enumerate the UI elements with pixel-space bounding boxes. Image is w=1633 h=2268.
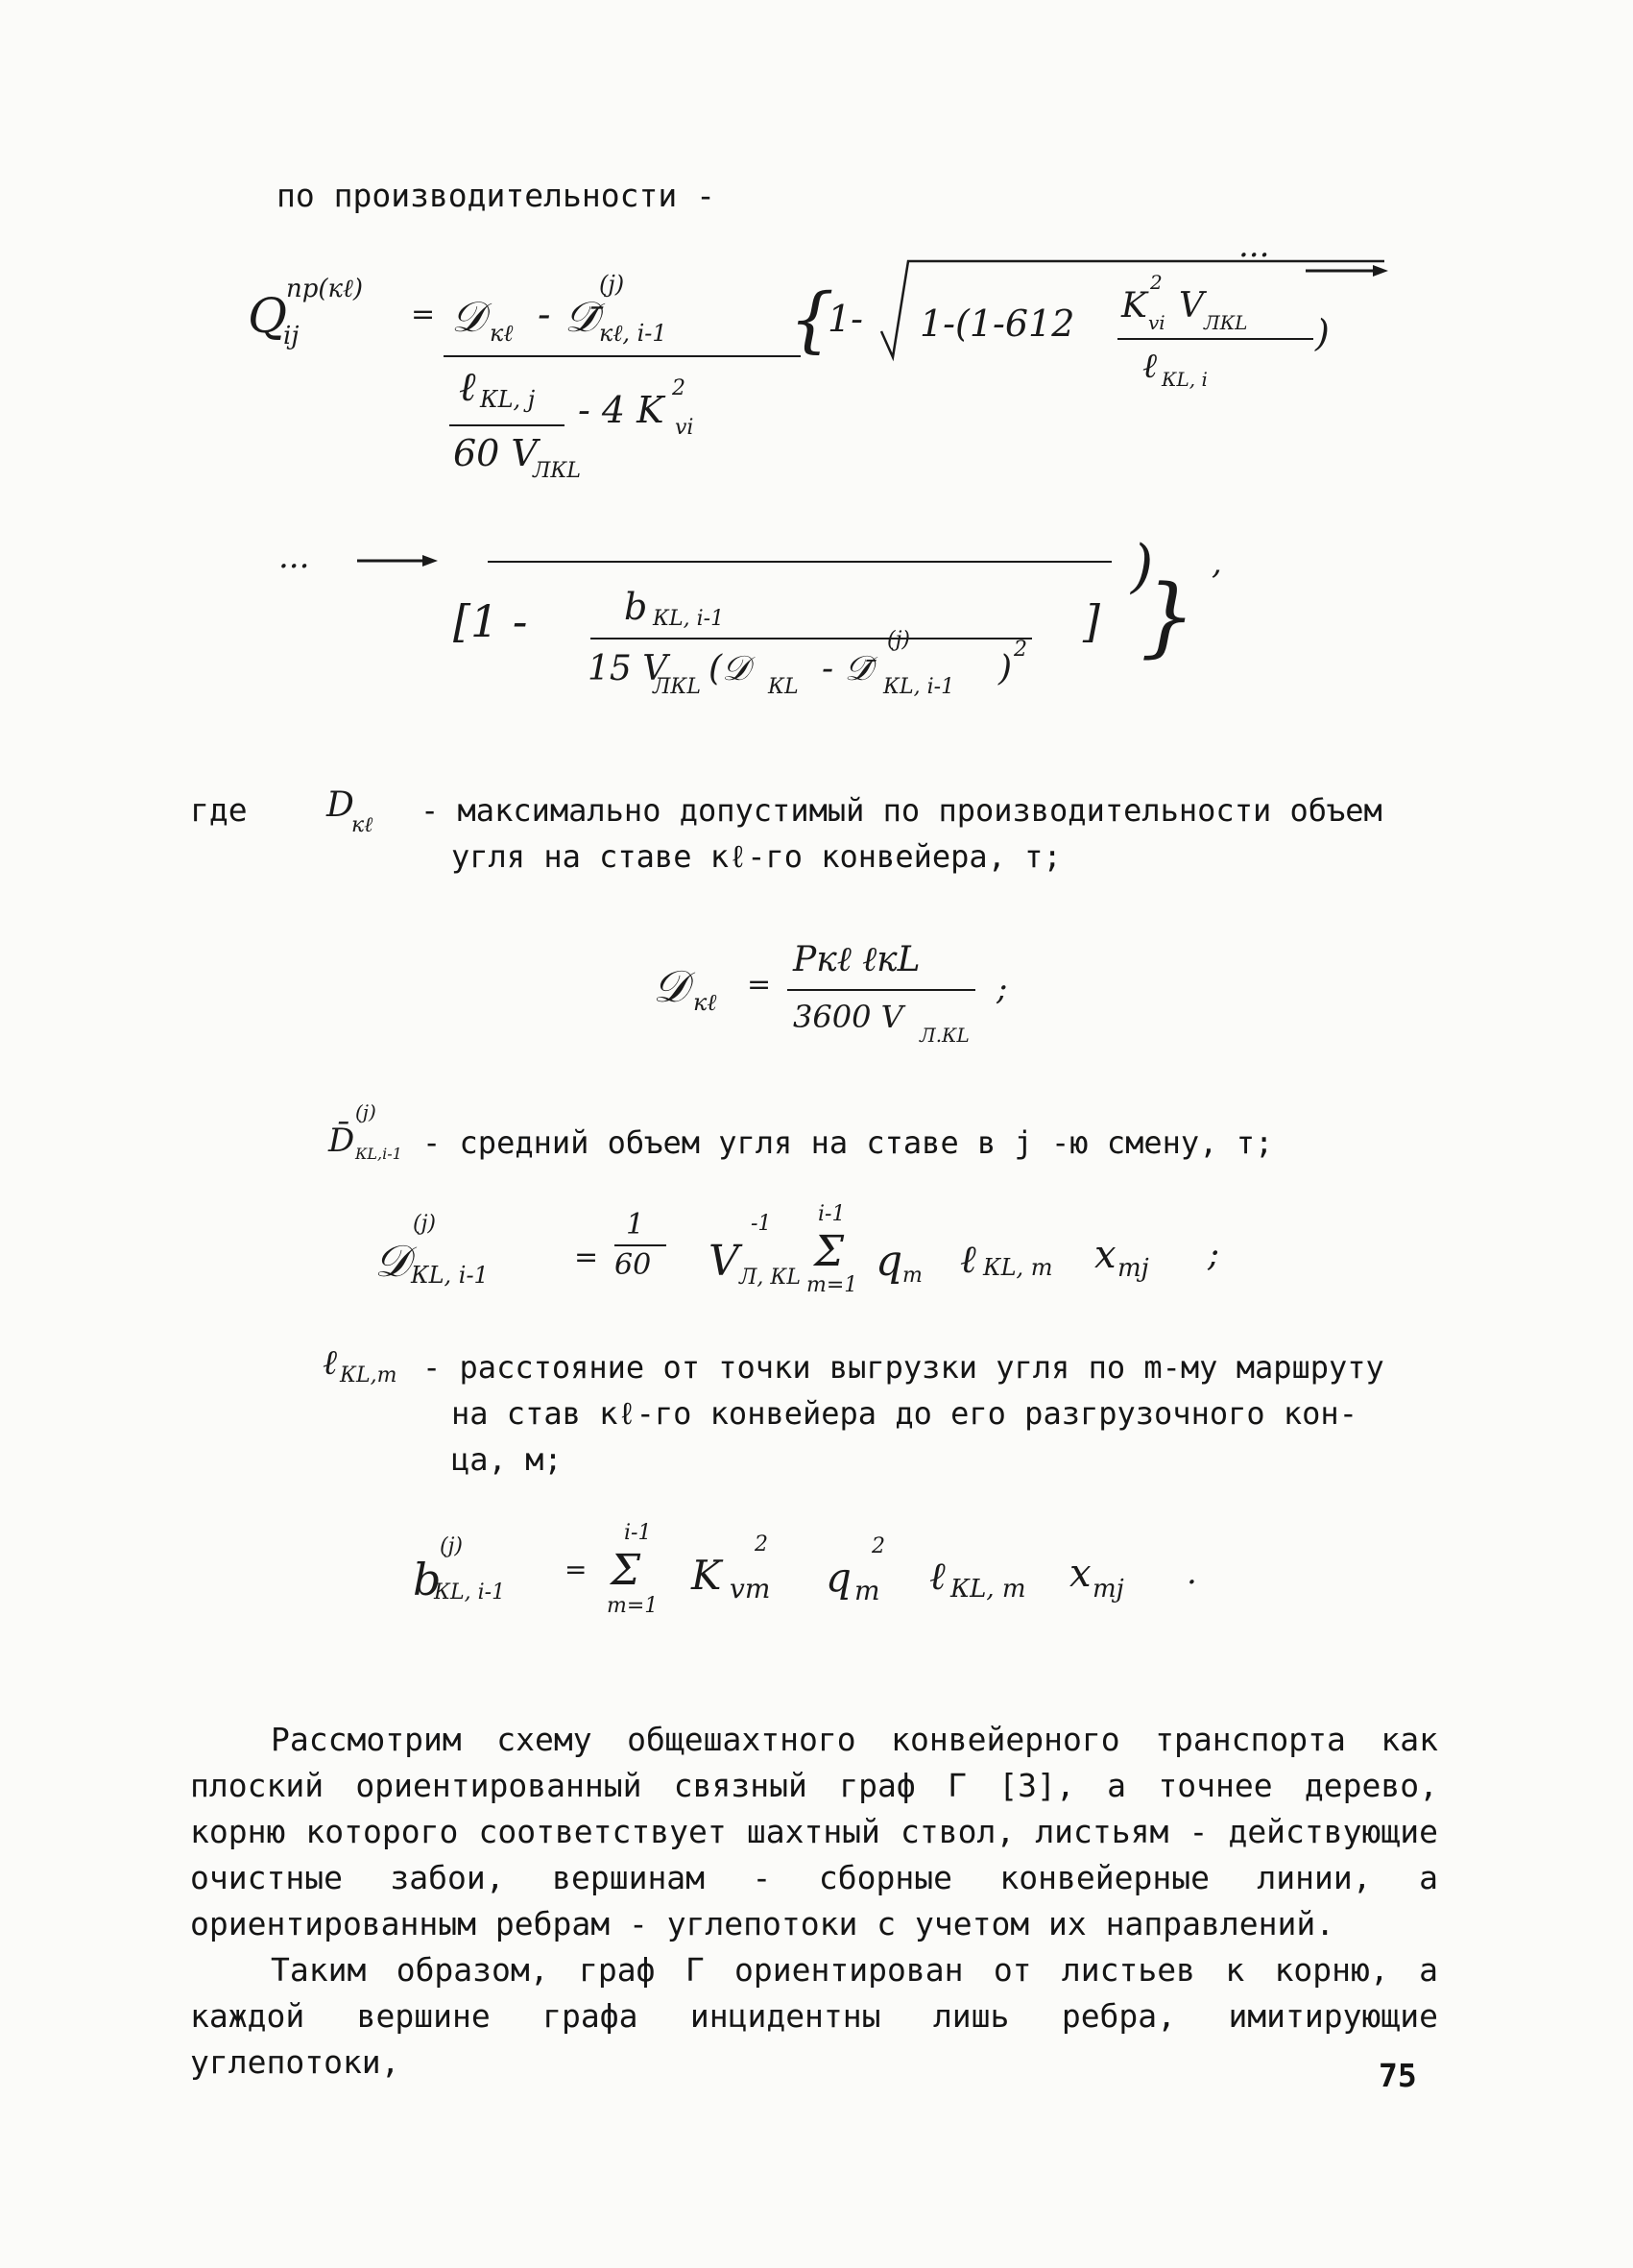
arrow-left-head-icon xyxy=(422,555,438,567)
b-x: x xyxy=(1069,1552,1092,1596)
q-close-paren: ) xyxy=(1315,312,1330,354)
page-number: 75 xyxy=(1379,2057,1417,2094)
dbar-v-sub: Л, КL xyxy=(739,1266,801,1290)
def2-symbol: D̄ xyxy=(328,1122,355,1160)
heading-text: по производительности - xyxy=(276,177,715,214)
d-end: ; xyxy=(997,970,1008,1008)
q-bfrac-den-paren-sub: КL xyxy=(768,675,799,699)
radical-sign xyxy=(881,261,1384,357)
b-sum: Σ xyxy=(611,1546,641,1595)
dbar-l-sub: КL, m xyxy=(983,1254,1053,1281)
q-lhs-sup: пр(кℓ) xyxy=(286,275,364,303)
d-fraction-bar xyxy=(787,989,975,991)
def3-symbol-sub: КL,m xyxy=(340,1363,397,1387)
dbar-x-sub: mj xyxy=(1117,1254,1149,1283)
q-num-a: 𝒟 xyxy=(451,293,486,342)
dbar-sum: Σ xyxy=(814,1227,845,1276)
b-q-sub: m xyxy=(854,1575,880,1606)
def3-text-c: ца, м; xyxy=(451,1441,563,1478)
arrow-top-head-icon xyxy=(1373,265,1388,277)
q-bracket-close: ] xyxy=(1083,595,1100,647)
d-lhs-sub: кℓ xyxy=(693,989,717,1016)
dbar-v-sup: -1 xyxy=(751,1212,772,1236)
q-brace-open: { xyxy=(789,278,835,361)
q-frac2-num-v-sub: ЛКL xyxy=(1204,311,1248,334)
q-num-b: 𝒟̄ xyxy=(564,293,599,342)
where-label: где xyxy=(190,791,248,829)
q-bfrac-den-minus-sub: КL, i-1 xyxy=(883,675,955,699)
q-den-rest-sub: vi xyxy=(675,416,694,440)
b-lhs: b xyxy=(413,1554,442,1605)
b-k-sub: vm xyxy=(730,1573,771,1604)
q-frac2-num-sup: 2 xyxy=(1150,271,1163,294)
q-den-top: ℓ xyxy=(459,363,476,410)
def3-text-b: на став кℓ-го конвейера до его разгрузочного кон- xyxy=(451,1395,1357,1432)
q-brace-close: } xyxy=(1141,567,1196,667)
dbar-end: ; xyxy=(1208,1235,1220,1274)
q-comma: , xyxy=(1212,543,1222,582)
def3-text-a: - расстояние от точки выгрузки угля по m-му маршруту xyxy=(422,1349,1384,1386)
q-dots-left: ... xyxy=(278,538,310,576)
b-k-sup: 2 xyxy=(755,1532,768,1556)
def1-text-b: угля на ставе кℓ-го конвейера, т; xyxy=(451,838,1062,875)
paragraph-2: Таким образом, граф Г ориентирован от листьев к корню, а каждой вершине графа инцидентны лишь ребра, имитирующие углепотоки, xyxy=(190,1951,1438,2081)
d-eq: = xyxy=(747,968,772,1001)
q-bfrac-den-close-sup: 2 xyxy=(1014,638,1027,662)
q-lhs-sub: ij xyxy=(283,322,300,350)
q-num-b-sub: кℓ, i-1 xyxy=(599,320,667,347)
q-frac2-den: ℓ xyxy=(1142,347,1157,386)
def1-symbol: D xyxy=(326,785,354,825)
b-lhs-sup: (j) xyxy=(440,1534,463,1558)
b-l: ℓ xyxy=(929,1555,946,1599)
b-q-sup: 2 xyxy=(872,1534,885,1558)
q-frac2-den-sub: КL, i xyxy=(1162,368,1208,391)
b-end: . xyxy=(1187,1554,1197,1592)
dbar-sum-top: i-1 xyxy=(818,1202,846,1226)
paragraph-1: Рассмотрим схему общешахтного конвейерного транспорта как плоский ориентированный связный граф Г [3], а точнее дерево, корню которого соответствует шахтный ствол, листьям - действующие очистные забои, вершинам - сборные конвейерные линии, а ориентированным ребрам - углепотоки с учетом их направлений. xyxy=(190,1721,1438,1942)
def3-symbol: ℓ xyxy=(323,1343,337,1383)
q-bfrac-num-sub: КL, i-1 xyxy=(653,607,725,631)
dbar-q: q xyxy=(876,1237,903,1286)
b-sum-top: i-1 xyxy=(624,1521,652,1545)
def2-symbol-sub: КL,i-1 xyxy=(355,1145,402,1163)
q-den-top-sub: КL, j xyxy=(480,386,536,413)
dbar-l: ℓ xyxy=(960,1238,976,1282)
b-l-sub: КL, m xyxy=(950,1575,1026,1604)
b-sum-bottom: m=1 xyxy=(607,1594,659,1618)
dbar-lhs-sub: КL, i-1 xyxy=(411,1262,489,1289)
dbar-v: V xyxy=(708,1237,739,1286)
q-bfrac-den-paren: (𝒟 xyxy=(708,649,750,688)
dbar-frac-den: 60 xyxy=(614,1248,652,1282)
q-bfrac-den: 15 V xyxy=(588,649,668,688)
dbar-x: x xyxy=(1094,1233,1117,1277)
q-frac2-num-v: V xyxy=(1179,286,1204,326)
q-num-b-sup: (j) xyxy=(599,271,625,298)
q-den-rest: - 4 K xyxy=(578,389,664,431)
q-bracket-open: [1 - xyxy=(453,595,528,647)
dbar-q-sub: m xyxy=(902,1264,923,1288)
dbar-lhs-sup: (j) xyxy=(413,1212,436,1236)
q-num-a-sub: кℓ xyxy=(490,320,514,347)
q-bfrac-num: b xyxy=(624,586,648,628)
q-den-rest-sup: 2 xyxy=(672,376,685,400)
q-bfrac-den-minus-sup: (j) xyxy=(887,628,910,652)
def1-symbol-sub: кℓ xyxy=(351,813,373,837)
q-root-prefix: 1- xyxy=(828,298,864,340)
dbar-eq: = xyxy=(574,1241,599,1274)
dbar-sum-bottom: m=1 xyxy=(806,1273,858,1297)
q-num-minus: - xyxy=(538,293,551,337)
def2-text: - средний объем угля на ставе в j -ю смену, т; xyxy=(422,1124,1274,1161)
b-q: q xyxy=(826,1554,852,1601)
d-den: 3600 V xyxy=(793,999,903,1035)
q-frac2-num: K xyxy=(1121,286,1147,326)
q-den-bottom: 60 V xyxy=(453,432,538,474)
b-x-sub: mj xyxy=(1093,1575,1124,1604)
b-eq: = xyxy=(564,1554,588,1585)
q-bfrac-den-minus: - 𝒟̄ xyxy=(822,649,873,688)
d-den-sub: Л.КL xyxy=(920,1024,970,1047)
q-bfrac-den-sub: ЛКL xyxy=(653,675,701,699)
q-bfrac-den-close: ) xyxy=(998,649,1013,688)
dbar-fraction-bar xyxy=(614,1244,666,1246)
d-lhs: 𝒟 xyxy=(653,960,688,1012)
def1-text-a: - максимально допустимый по производительности объем xyxy=(420,792,1382,829)
b-k: K xyxy=(691,1552,722,1599)
q-frac2-num-sub: vi xyxy=(1148,311,1165,334)
b-lhs-sub: КL, i-1 xyxy=(434,1580,506,1604)
def2-symbol-sup: (j) xyxy=(355,1100,376,1123)
q-eq: = xyxy=(411,298,436,331)
q-root-inner: 1-(1-612 xyxy=(920,302,1075,345)
d-num: Pкℓ ℓкL xyxy=(793,940,921,979)
dbar-lhs: 𝒟 xyxy=(374,1235,410,1287)
dbar-frac-num: 1 xyxy=(626,1208,645,1242)
q-lhs: Q xyxy=(248,288,287,344)
q-dots-top: ... xyxy=(1238,227,1270,265)
q-den-bottom-sub: ЛКL xyxy=(533,459,581,483)
q-paren-close: ) xyxy=(1131,533,1154,600)
